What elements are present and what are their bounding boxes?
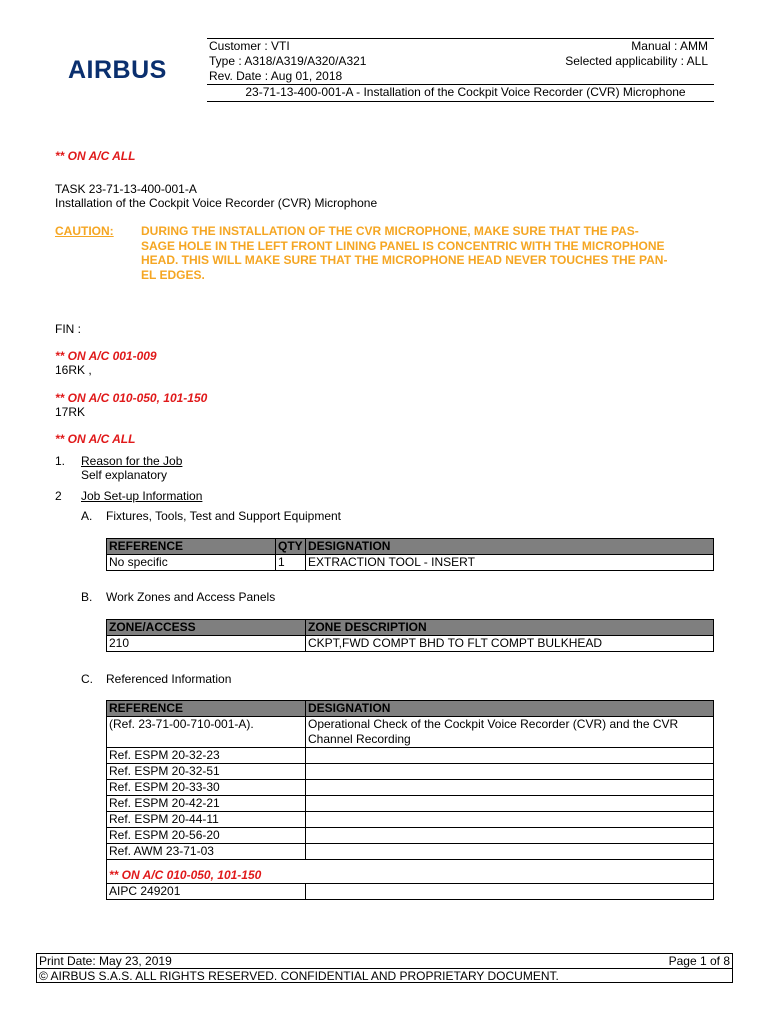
effectivity-001-009: ** ON A/C 001-009 bbox=[55, 349, 157, 363]
table-cell: Ref. ESPM 20-32-23 bbox=[107, 748, 306, 764]
table-row bbox=[107, 812, 714, 828]
section-b-number: B. bbox=[81, 590, 93, 604]
section-a-number: A. bbox=[81, 509, 93, 523]
table-header: REFERENCE bbox=[107, 539, 276, 555]
customer-label: Customer : VTI bbox=[209, 39, 290, 53]
table-cell: Ref. ESPM 20-32-51 bbox=[107, 764, 306, 780]
table-cell: Ref. ESPM 20-42-21 bbox=[107, 796, 306, 812]
fin-value-16rk: 16RK , bbox=[55, 363, 92, 377]
table-row bbox=[107, 636, 714, 652]
section-c-title: Referenced Information bbox=[106, 672, 232, 686]
table-row bbox=[107, 555, 714, 571]
table-cell: EXTRACTION TOOL - INSERT bbox=[306, 555, 714, 571]
section-2-title: Job Set-up Information bbox=[81, 489, 203, 503]
caution-line: DURING THE INSTALLATION OF THE CVR MICROPHONE, MAKE SURE THAT THE PAS- bbox=[141, 224, 639, 238]
print-date: Print Date: May 23, 2019 bbox=[39, 954, 172, 968]
table-cell: Ref. ESPM 20-56-20 bbox=[107, 828, 306, 844]
section-1-title: Reason for the Job bbox=[81, 454, 183, 468]
applicability-label: Selected applicability : ALL bbox=[565, 54, 708, 68]
effectivity-010-050-table: ** ON A/C 010-050, 101-150 bbox=[109, 868, 262, 882]
table-row bbox=[107, 884, 714, 900]
table-cell: Ref. AWM 23-71-03 bbox=[107, 844, 306, 860]
fin-label: FIN : bbox=[55, 322, 81, 336]
table-cell bbox=[306, 780, 714, 796]
table-row bbox=[107, 748, 714, 764]
caution-line: HEAD. THIS WILL MAKE SURE THAT THE MICROPHONE HEAD NEVER TOUCHES THE PAN- bbox=[141, 253, 668, 267]
table-cell bbox=[306, 844, 714, 860]
table-cell bbox=[306, 828, 714, 844]
table-cell: No specific bbox=[107, 555, 276, 571]
table-cell: AIPC 249201 bbox=[107, 884, 306, 900]
zones-table bbox=[106, 619, 714, 652]
section-2-number: 2 bbox=[55, 489, 62, 503]
table-header: QTY bbox=[276, 539, 306, 555]
manual-label: Manual : AMM bbox=[631, 39, 708, 53]
table-cell bbox=[306, 748, 714, 764]
effectivity-all: ** ON A/C ALL bbox=[55, 149, 136, 163]
table-header: REFERENCE bbox=[107, 701, 306, 717]
section-a-title: Fixtures, Tools, Test and Support Equipment bbox=[106, 509, 342, 523]
caution-line: EL EDGES. bbox=[141, 267, 205, 282]
table-row bbox=[107, 828, 714, 844]
caution-label: CAUTION: bbox=[55, 224, 114, 238]
airbus-logo: AIRBUS bbox=[68, 56, 167, 84]
references-table bbox=[106, 700, 714, 900]
section-b-title: Work Zones and Access Panels bbox=[106, 590, 276, 604]
aircraft-type-label: Type : A318/A319/A320/A321 bbox=[209, 54, 367, 68]
table-cell: 1 bbox=[276, 555, 306, 571]
caution-line: SAGE HOLE IN THE LEFT FRONT LINING PANEL IS CONCENTRIC WITH THE MICROPHONE bbox=[141, 238, 665, 253]
section-c-number: C. bbox=[81, 672, 93, 686]
table-cell: (Ref. 23-71-00-710-001-A). bbox=[107, 717, 306, 748]
table-effectivity-row bbox=[107, 860, 714, 884]
revision-date-label: Rev. Date : Aug 01, 2018 bbox=[209, 69, 343, 83]
effectivity-all-2: ** ON A/C ALL bbox=[55, 432, 136, 446]
document-header bbox=[207, 38, 714, 102]
task-id: TASK 23-71-13-400-001-A bbox=[55, 182, 197, 196]
section-1-text: Self explanatory bbox=[81, 468, 168, 482]
table-row bbox=[107, 780, 714, 796]
table-cell bbox=[306, 796, 714, 812]
table-cell bbox=[306, 884, 714, 900]
table-header: ZONE/ACCESS bbox=[107, 620, 306, 636]
document-title: 23-71-13-400-001-A - Installation of the Cockpit Voice Recorder (CVR) Microphone bbox=[245, 85, 686, 99]
table-row bbox=[107, 764, 714, 780]
copyright-notice: © AIRBUS S.A.S. ALL RIGHTS RESERVED. CONFIDENTIAL AND PROPRIETARY DOCUMENT. bbox=[36, 968, 733, 983]
table-cell: CKPT,FWD COMPT BHD TO FLT COMPT BULKHEAD bbox=[306, 636, 714, 652]
table-row bbox=[107, 844, 714, 860]
table-header: DESIGNATION bbox=[306, 701, 714, 717]
table-row bbox=[107, 717, 714, 748]
table-cell: 210 bbox=[107, 636, 306, 652]
table-cell: Operational Check of the Cockpit Voice Recorder (CVR) and the CVR Channel Recording bbox=[306, 717, 714, 748]
fin-value-17rk: 17RK bbox=[55, 405, 86, 419]
section-1-number: 1. bbox=[55, 454, 66, 468]
tools-table bbox=[106, 538, 714, 571]
page-number: Page 1 of 8 bbox=[668, 954, 730, 968]
task-title: Installation of the Cockpit Voice Recorder (CVR) Microphone bbox=[55, 196, 378, 210]
table-header: DESIGNATION bbox=[306, 539, 714, 555]
page-footer bbox=[36, 953, 733, 983]
table-row bbox=[107, 796, 714, 812]
table-cell: Ref. ESPM 20-33-30 bbox=[107, 780, 306, 796]
table-cell bbox=[306, 764, 714, 780]
table-header: ZONE DESCRIPTION bbox=[306, 620, 714, 636]
effectivity-010-050: ** ON A/C 010-050, 101-150 bbox=[55, 391, 208, 405]
table-cell: Ref. ESPM 20-44-11 bbox=[107, 812, 306, 828]
table-cell bbox=[306, 812, 714, 828]
table-effectivity-cell bbox=[107, 860, 714, 884]
caution-text bbox=[141, 224, 716, 282]
